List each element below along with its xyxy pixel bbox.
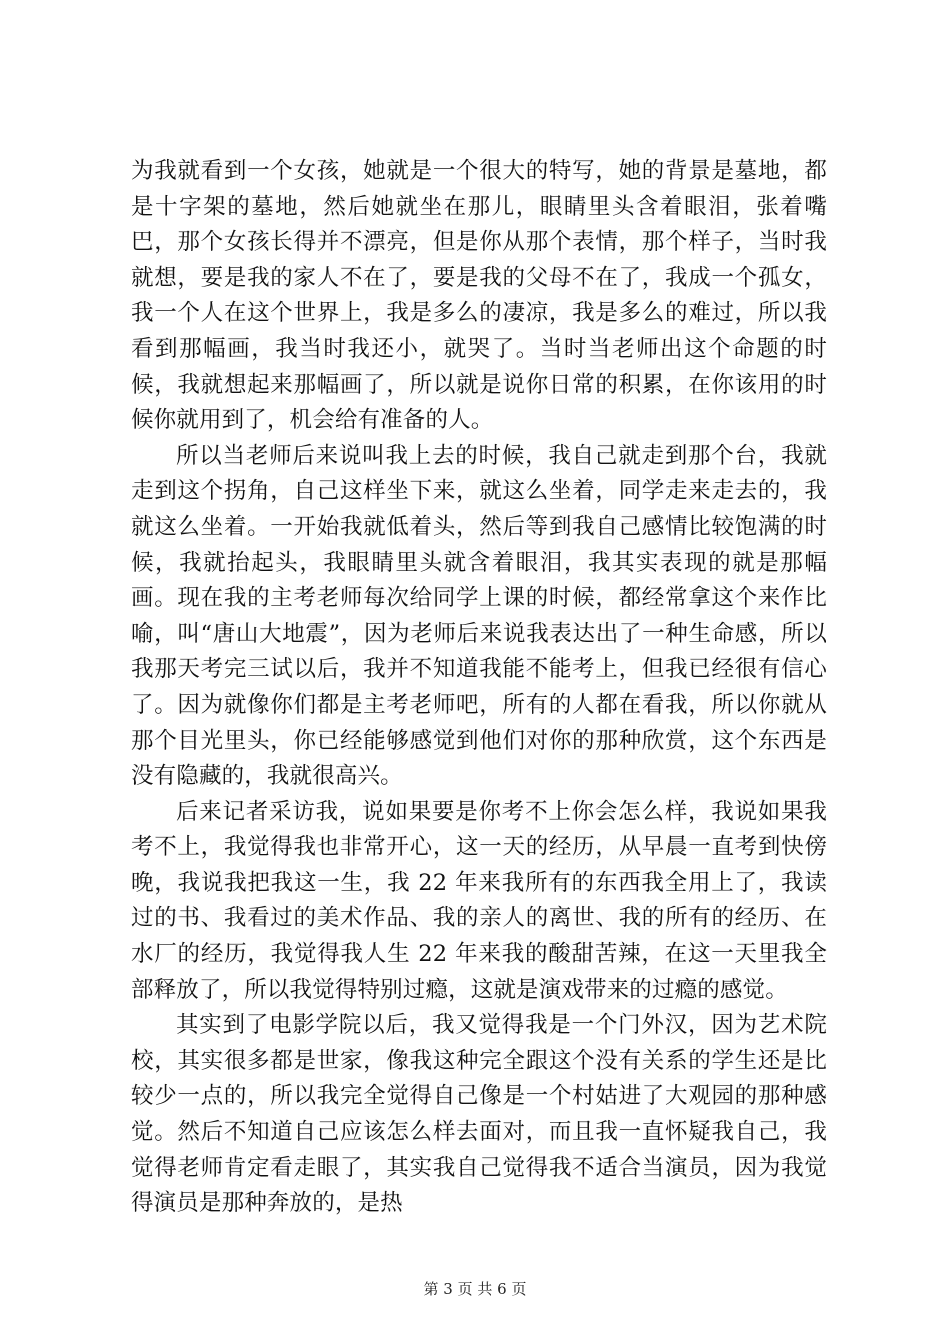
paragraph-1: 为我就看到一个女孩，她就是一个很大的特写，她的背景是墓地，都是十字架的墓地，然后她就坐在那儿，眼睛里头含着眼泪，张着嘴巴，那个女孩长得并不漂亮，但是你从那个表情，那个样子，当时我就想，要是我的家人不在了，要是我的父母不在了，我成一个孤女，我一个人在这个世界上，我是多么的凄凉，我是多么的难过，所以我看到那幅画，我当时我还小，就哭了。当时当老师出这个命题的时候，我就想起来那幅画了，所以就是说你日常的积累，在你该用的时候你就用到了，机会给有准备的人。: [131, 158, 827, 434]
page-footer: 第 3 页 共 6 页: [423, 1280, 527, 1298]
document-body: [131, 154, 827, 1222]
paragraph-3: 后来记者采访我，说如果要是你考不上你会怎么样，我说如果我考不上，我觉得我也非常开心，这一天的经历，从早晨一直考到快傍晚，我说我把我这一生，我 22 年来我所有的东西我全用上了，我读过的书、我看过的美术作品、我的亲人的离世、我的所有的经历、在水厂的经历，我觉得我人生 22 年来我的酸甜苦辣，在这一天里我全部释放了，所以我觉得特别过瘾，这就是演戏带来的过瘾的感觉。: [131, 798, 827, 1003]
paragraph-4: 其实到了电影学院以后，我又觉得我是一个门外汉，因为艺术院校，其实很多都是世家，像我这种完全跟这个没有关系的学生还是比较少一点的，所以我完全觉得自己像是一个村姑进了大观园的那种感觉。然后不知道自己应该怎么样去面对，而且我一直怀疑我自己，我觉得老师肯定看走眼了，其实我自己觉得我不适合当演员，因为我觉得演员是那种奔放的，是热: [131, 1012, 827, 1217]
paragraph-2: 所以当老师后来说叫我上去的时候，我自己就走到那个台，我就走到这个拐角，自己这样坐下来，就这么坐着，同学走来走去的，我就这么坐着。一开始我就低着头，然后等到我自己感情比较饱满的时候，我就抬起头，我眼睛里头就含着眼泪，我其实表现的就是那幅画。现在我的主考老师每次给同学上课的时候，都经常拿这个来作比喻，叫“唐山大地震”，因为老师后来说我表达出了一种生命感，所以我那天考完三试以后，我并不知道我能不能考上，但我已经很有信心了。因为就像你们都是主考老师吧，所有的人都在看我，所以你就从那个目光里头，你已经能够感觉到他们对你的那种欣赏，这个东西是没有隐藏的，我就很高兴。: [131, 442, 827, 790]
